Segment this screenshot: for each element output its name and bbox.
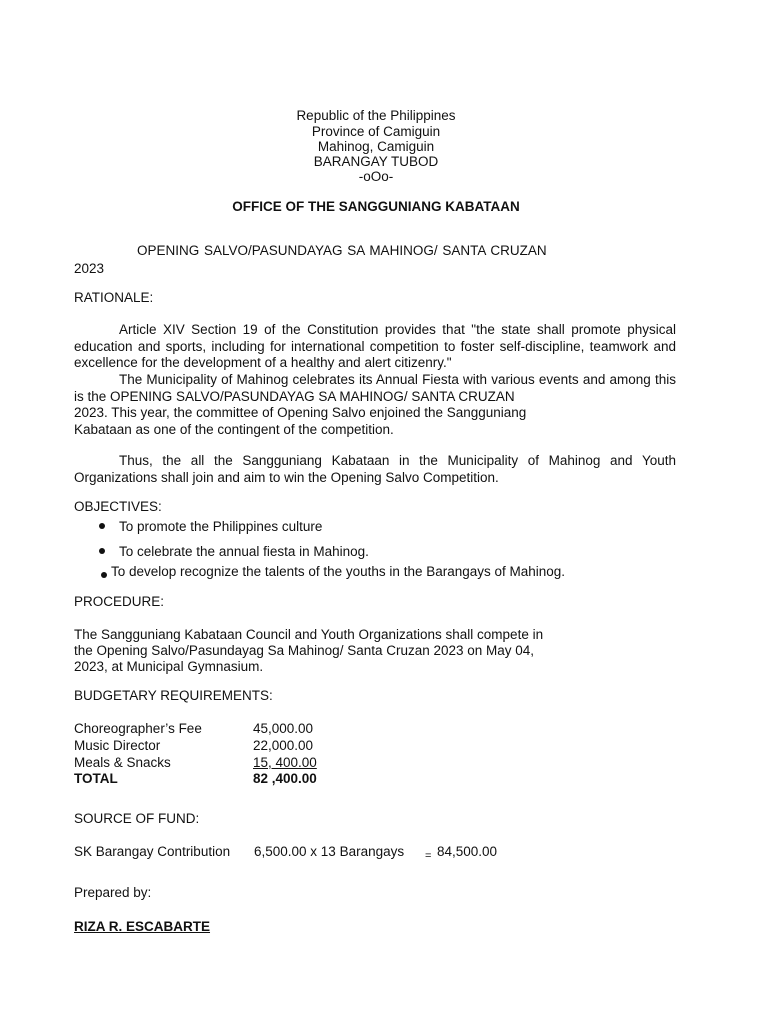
objective-item-3: To develop recognize the talents of the youths in the Barangays of Mahinog. — [111, 564, 566, 579]
budget-total-label: TOTAL — [74, 771, 118, 786]
objective-item-1: To promote the Philippines culture — [119, 519, 323, 534]
rationale-paragraph-2-line4: Kabataan as one of the contingent of the competition. — [74, 422, 394, 437]
fund-heading: SOURCE OF FUND: — [74, 811, 200, 826]
header-barangay: BARANGAY TUBOD — [313, 154, 439, 169]
procedure-heading: PROCEDURE: — [74, 594, 165, 609]
objective-item-2: To celebrate the annual fiesta in Mahinog. — [119, 544, 369, 559]
header-ornament: -oOo- — [358, 169, 394, 184]
rationale-paragraph-1: Article XIV Section 19 of the Constitution provides that "the state shall promote physical education and sports, including for international competition to foster self-discipline, teamwork and excellence for the development of a healthy and alert citizenry." — [74, 322, 676, 370]
budget-row-amount: 15, 400.00 — [253, 755, 317, 770]
fund-result: 84,500.00 — [437, 844, 498, 859]
header-republic: Republic of the Philippines — [296, 108, 456, 123]
header-province: Province of Camiguin — [311, 124, 441, 139]
fund-computation: 6,500.00 x 13 Barangays — [254, 844, 405, 859]
budget-row-label: Music Director — [74, 738, 161, 753]
rationale-paragraph-2-line3: 2023. This year, the committee of Opening Salvo enjoined the Sangguniang — [74, 405, 527, 420]
procedure-line-1: The Sangguniang Kabataan Council and Youth Organizations shall compete in — [74, 627, 544, 642]
bullet-icon — [99, 523, 105, 529]
budget-row-label: Meals & Snacks — [74, 755, 171, 770]
procedure-line-2: the Opening Salvo/Pasundayag Sa Mahinog/ Santa Cruzan 2023 on May 04, — [74, 643, 535, 658]
budget-row-amount: 45,000.00 — [253, 721, 314, 736]
budget-total-amount: 82 ,400.00 — [253, 771, 317, 786]
bullet-icon — [101, 572, 107, 578]
header-municipality: Mahinog, Camiguin — [317, 139, 435, 154]
rationale-paragraph-2: The Municipality of Mahinog celebrates its Annual Fiesta with various events and among this is the OPENING SALVO/PASUNDAYAG SA MAHINOG/ SANTA CRUZAN — [74, 372, 676, 404]
budget-row-amount: 22,000.00 — [253, 738, 314, 753]
document-title-line2: 2023 — [74, 261, 105, 276]
fund-equals: = — [425, 850, 432, 862]
bullet-icon — [99, 548, 105, 554]
objectives-heading: OBJECTIVES: — [74, 499, 162, 514]
budget-heading: BUDGETARY REQUIREMENTS: — [74, 688, 273, 703]
fund-label: SK Barangay Contribution — [74, 844, 231, 859]
rationale-paragraph-3: Thus, the all the Sangguniang Kabataan in the Municipality of Mahinog and Youth Organizations shall join and aim to win the Opening Salvo Competition. — [74, 453, 676, 485]
budget-row-label: Choreographer’s Fee — [74, 721, 202, 736]
document-title-line1: OPENING SALVO/PASUNDAYAG SA MAHINOG/ SANTA CRUZAN — [137, 243, 547, 258]
prepared-by-label: Prepared by: — [74, 885, 152, 900]
signatory-name: RIZA R. ESCABARTE — [74, 919, 211, 934]
procedure-line-3: 2023, at Municipal Gymnasium. — [74, 659, 264, 674]
office-title: OFFICE OF THE SANGGUNIANG KABATAAN — [232, 199, 520, 214]
rationale-heading: RATIONALE: — [74, 290, 154, 305]
